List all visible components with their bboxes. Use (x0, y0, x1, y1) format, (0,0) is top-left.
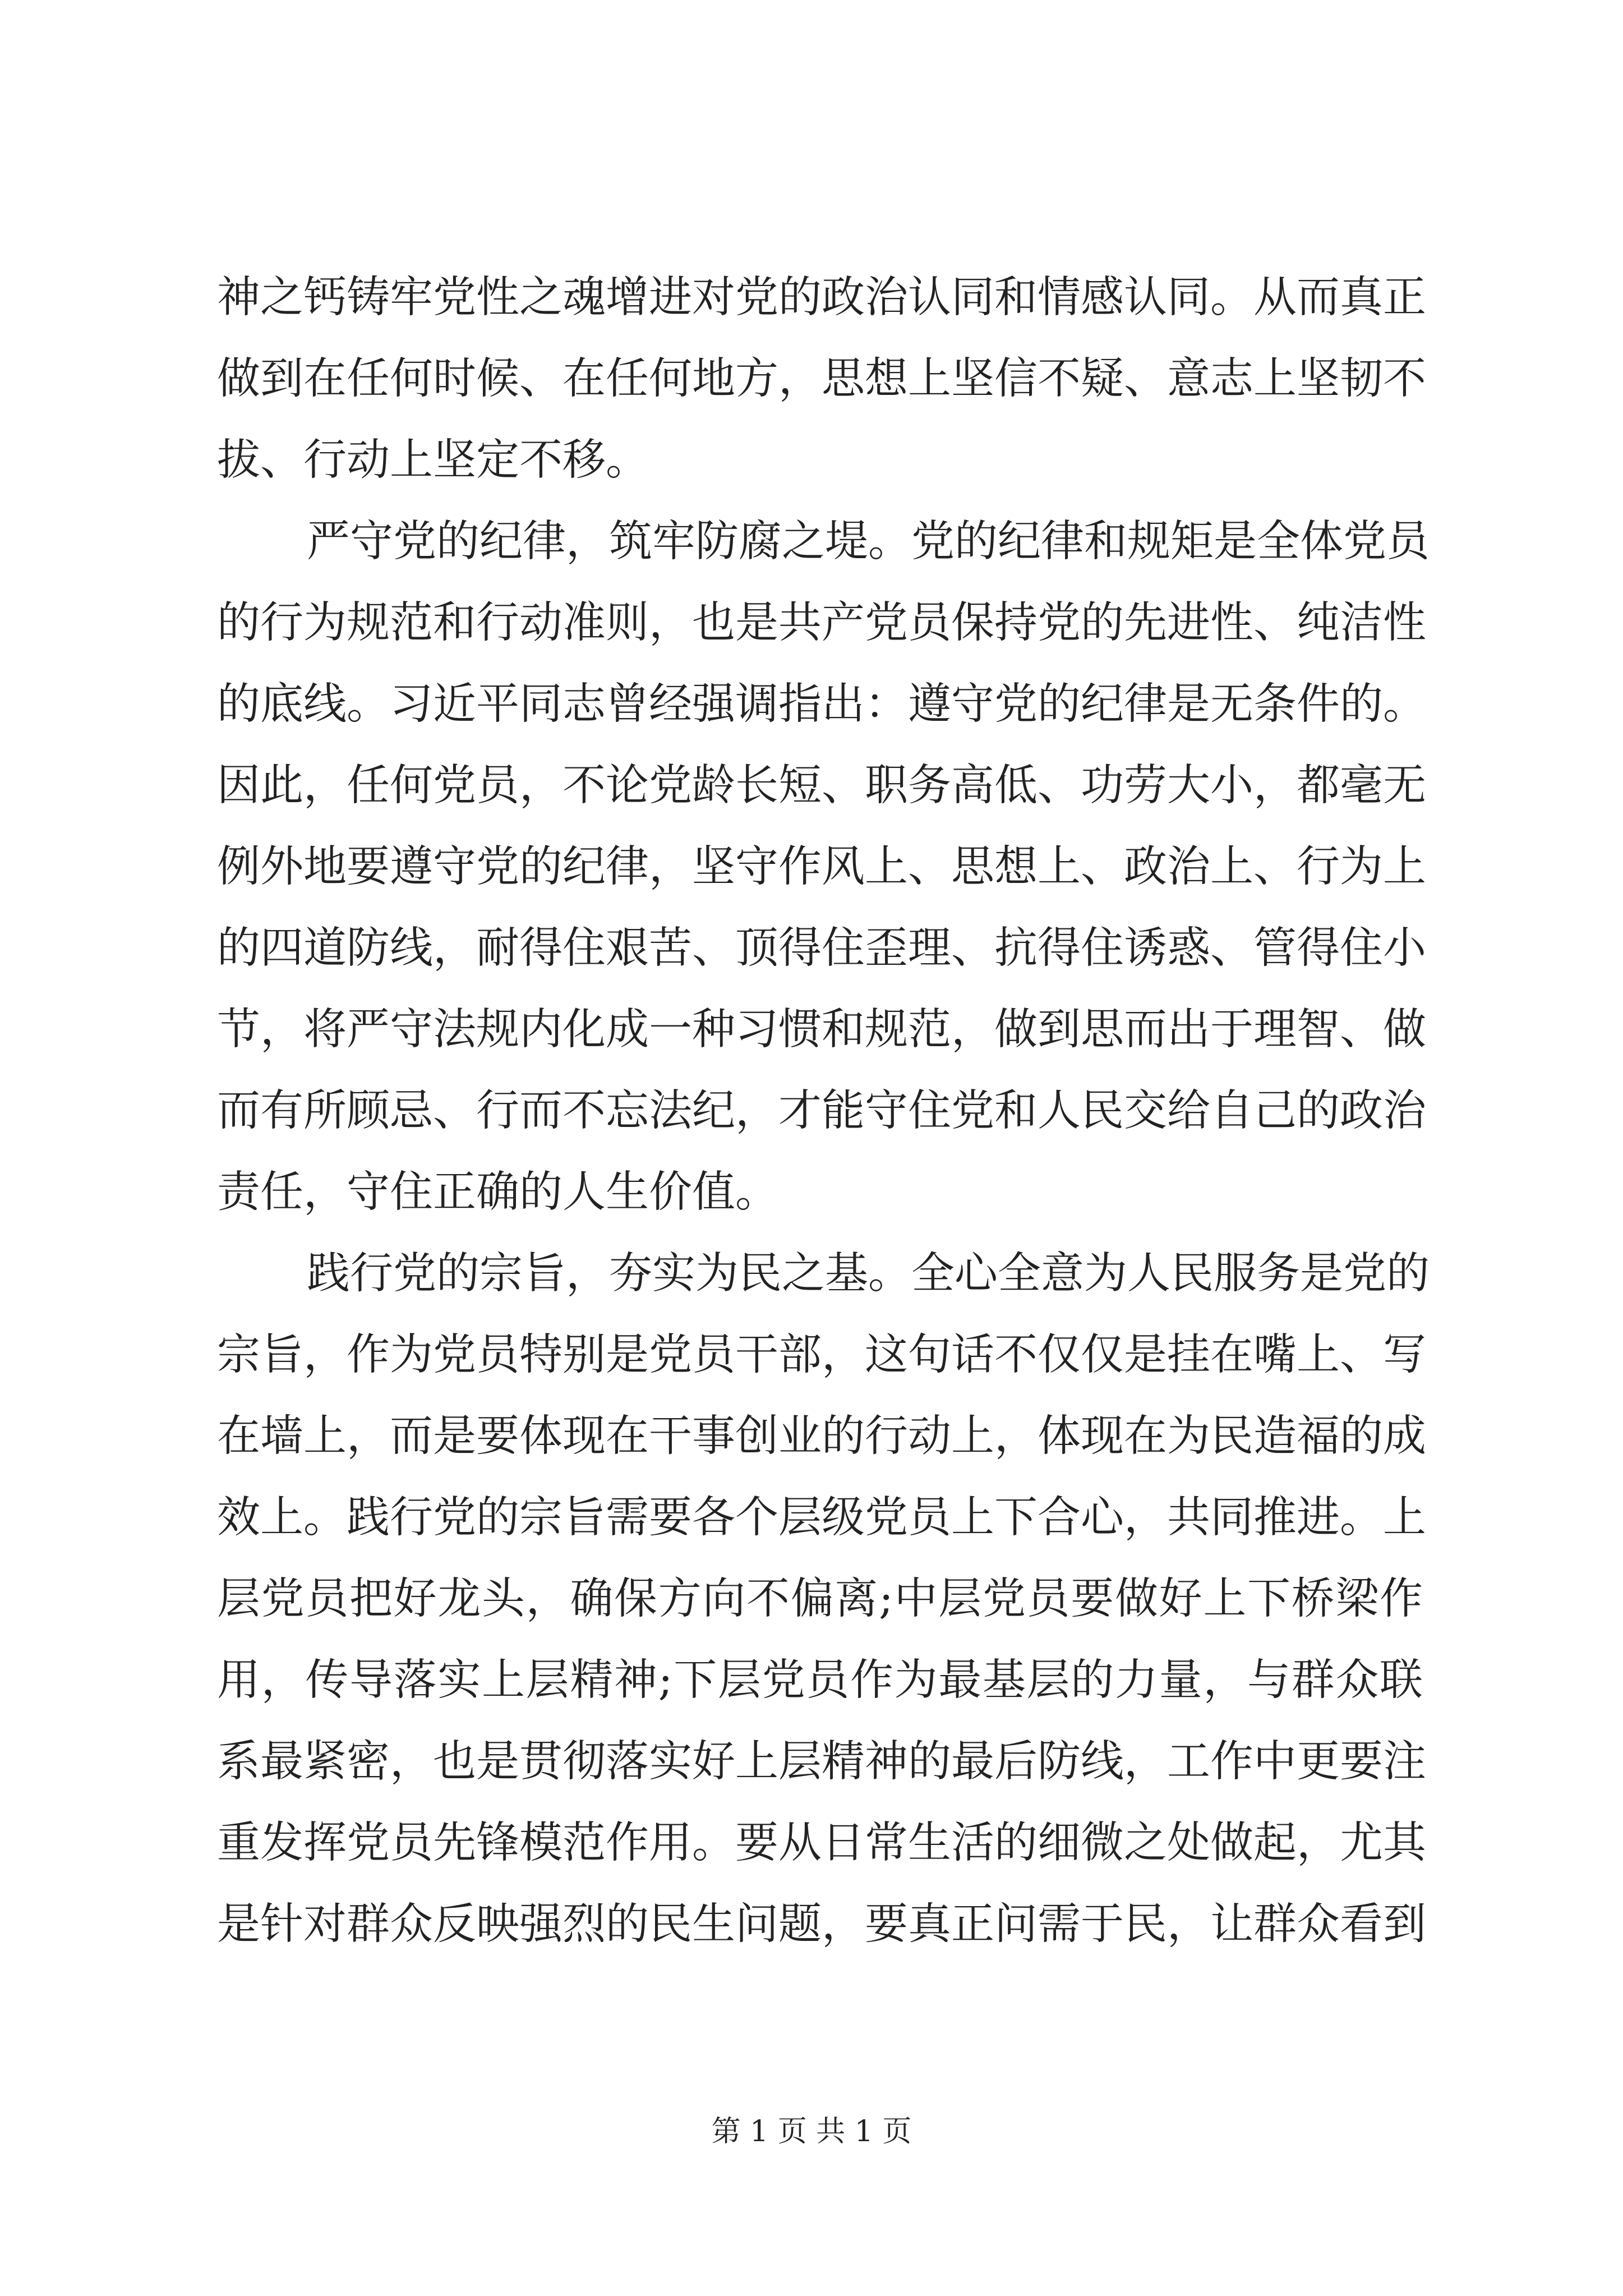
document-body (217, 257, 1430, 1965)
paragraph-3-line-6: 用，传导落实上层精神;下层党员作为最基层的力量，与群众联 (217, 1655, 1423, 1705)
paragraph-2-line-4: 因此，任何党员，不论党龄长短、职务高低、功劳大小，都毫无 (217, 761, 1426, 811)
paragraph-3-line-9: 是针对群众反映强烈的民生问题，要真正问需于民，让群众看到 (217, 1899, 1426, 1949)
paragraph-3-line-2: 宗旨，作为党员特别是党员干部，这句话不仅仅是挂在嘴上、写 (217, 1330, 1426, 1380)
paragraph-3-line-3: 在墙上，而是要体现在干事创业的行动上，体现在为民造福的成 (217, 1411, 1426, 1461)
page-footer (0, 2112, 1623, 2151)
paragraph-1-line-1: 神之钙铸牢党性之魂增进对党的政治认同和情感认同。从而真正 (217, 273, 1426, 323)
paragraph-2-line-7: 节，将严守法规内化成一种习惯和规范，做到思而出于理智、做 (217, 1005, 1426, 1055)
page-number-label: 第 1 页 共 1 页 (711, 2115, 912, 2148)
paragraph-3-line-7: 系最紧密，也是贯彻落实好上层精神的最后防线，工作中更要注 (217, 1737, 1426, 1787)
paragraph-3-line-5: 层党员把好龙头，确保方向不偏离;中层党员要做好上下桥梁作 (217, 1574, 1423, 1624)
paragraph-3-line-1: 践行党的宗旨，夯实为民之基。全心全意为人民服务是党的 (307, 1249, 1430, 1299)
paragraph-2-line-3: 的底线。习近平同志曾经强调指出：遵守党的纪律是无条件的。 (217, 679, 1426, 729)
paragraph-2-line-6: 的四道防线，耐得住艰苦、顶得住歪理、抗得住诱惑、管得住小 (217, 923, 1426, 973)
paragraph-3-line-8: 重发挥党员先锋模范作用。要从日常生活的细微之处做起，尤其 (217, 1818, 1426, 1868)
paragraph-2-line-8: 而有所顾忌、行而不忘法纪，才能守住党和人民交给自己的政治 (217, 1086, 1426, 1136)
paragraph-1-line-2: 做到在任何时候、在任何地方，思想上坚信不疑、意志上坚韧不 (217, 354, 1426, 404)
paragraph-2-line-9: 责任，守住正确的人生价值。 (217, 1167, 778, 1217)
paragraph-1-line-3: 拔、行动上坚定不移。 (217, 435, 649, 485)
paragraph-2-line-5: 例外地要遵守党的纪律，坚守作风上、思想上、政治上、行为上 (217, 842, 1426, 892)
paragraph-2-line-1: 严守党的纪律，筑牢防腐之堤。党的纪律和规矩是全体党员 (307, 517, 1430, 567)
paragraph-3-line-4: 效上。践行党的宗旨需要各个层级党员上下合心，共同推进。上 (217, 1493, 1426, 1543)
paragraph-2-line-2: 的行为规范和行动准则，也是共产党员保持党的先进性、纯洁性 (217, 598, 1426, 648)
